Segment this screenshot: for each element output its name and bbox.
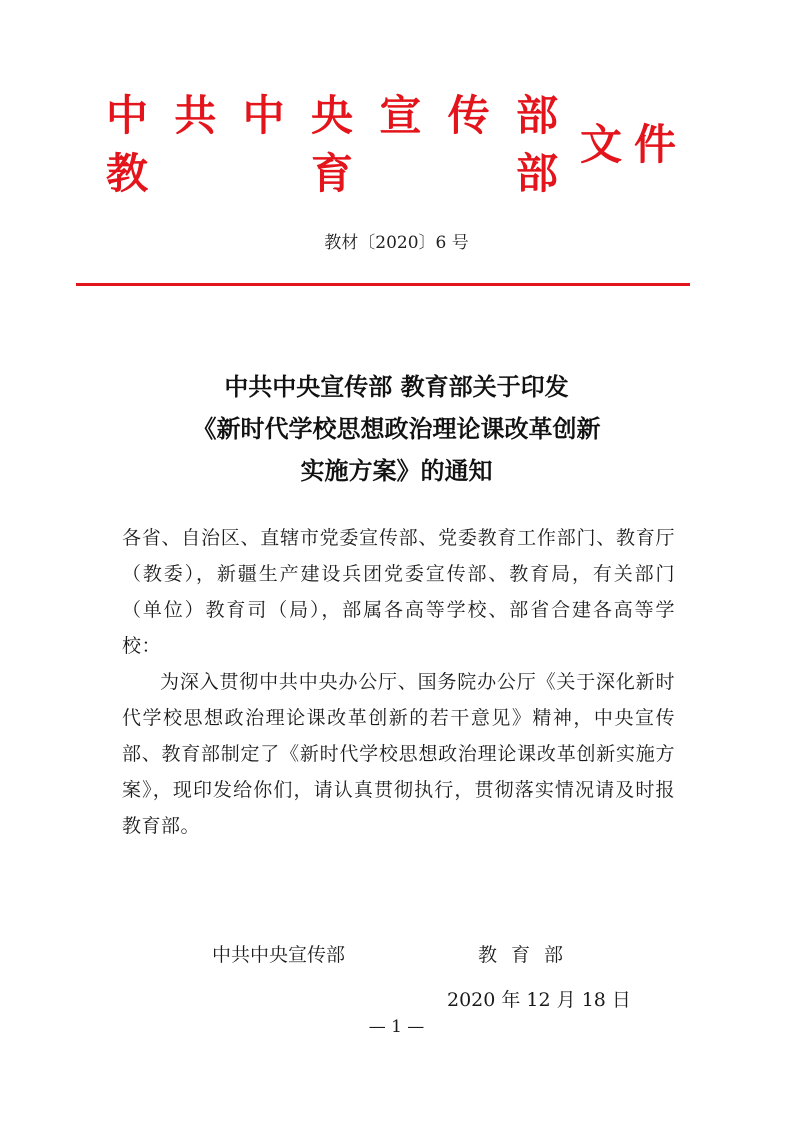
issuer-char: 中: [106, 91, 149, 140]
document-word: 文件: [580, 120, 689, 169]
issuer-char: 传: [447, 91, 490, 140]
document-title: [0, 366, 793, 492]
issuer-char: 教: [106, 149, 149, 198]
issuer-char: 共: [174, 91, 217, 140]
red-divider-line: [76, 283, 690, 286]
issuer-char: 中: [242, 91, 285, 140]
body-paragraph: 为深入贯彻中共中央办公厅、国务院办公厅《关于深化新时代学校思想政治理论课改革创新的若干意见》精神，中央宣传部、教育部制定了《新时代学校思想政治理论课改革创新实施方案》，现印发给你们，请认真贯彻执行，贯彻落实情况请及时报教育部。: [122, 671, 675, 837]
title-line-3: 实施方案》的通知: [300, 456, 493, 485]
issuer-char: 宣: [379, 91, 422, 140]
signature-education-ministry: 教育部: [478, 944, 578, 966]
issuer-char: 育: [310, 149, 353, 198]
document-body: [122, 520, 675, 844]
issuer-block: [106, 92, 558, 202]
issue-date: 2020 年 12 月 18 日: [447, 989, 631, 1011]
document-number: 教材〔2020〕6 号: [324, 233, 469, 253]
addressees: 各省、自治区、直辖市党委宣传部、党委教育工作部门、教育厅（教委），新疆生产建设兵团党委宣传部、教育局，有关部门（单位）教育司（局），部属各高等学校、部省合建各高等学校：: [122, 527, 675, 657]
issuer-char: 部: [515, 91, 558, 140]
issuer-line-education-ministry: [106, 150, 558, 198]
title-line-1: 中共中央宣传部 教育部关于印发: [224, 372, 569, 401]
title-line-2: 《新时代学校思想政治理论课改革创新: [192, 414, 601, 443]
page-number: — 1 —: [368, 1017, 425, 1037]
issuer-line-publicity-dept: [106, 92, 558, 140]
signature-publicity-dept: 中共中央宣传部: [212, 944, 346, 966]
issuer-char: 部: [515, 149, 558, 198]
issuer-char: 央: [310, 91, 353, 140]
